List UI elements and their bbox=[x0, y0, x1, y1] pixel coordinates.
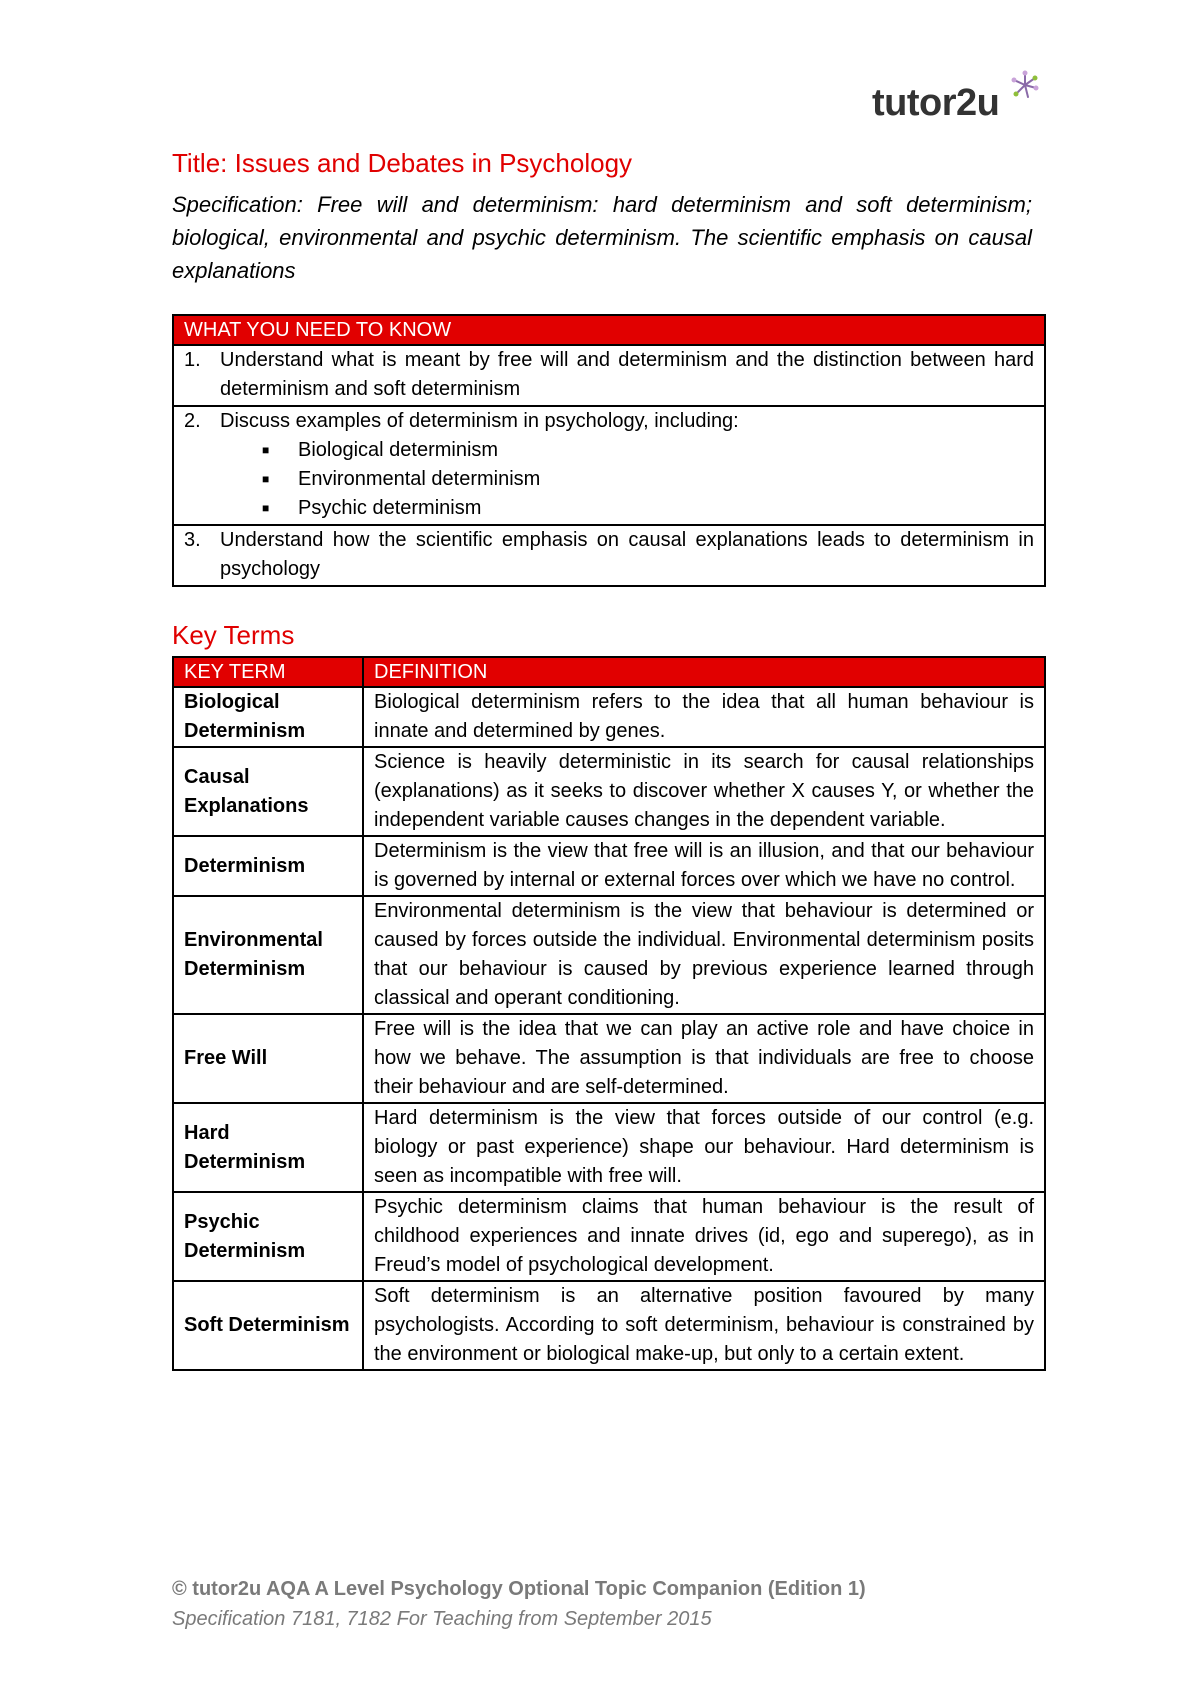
logo-burst-icon bbox=[1010, 70, 1040, 100]
item-text: Discuss examples of determinism in psychology, including: bbox=[220, 410, 739, 432]
bullet-text: Psychic determinism bbox=[298, 497, 482, 519]
definition-cell: Biological determinism refers to the idea that all human behaviour is innate and determined by genes. bbox=[363, 687, 1045, 747]
bullet-item bbox=[184, 436, 1034, 465]
key-terms-table bbox=[172, 656, 1046, 1371]
bullet-text: Biological determinism bbox=[298, 439, 499, 461]
table-row bbox=[173, 345, 1045, 406]
table-row bbox=[173, 406, 1045, 525]
term-cell: Determinism bbox=[173, 836, 363, 896]
definition-cell: Free will is the idea that we can play an active role and have choice in how we behave. The assumption is that individuals are free to choose their behaviour and are self-determined. bbox=[363, 1014, 1045, 1103]
table-row bbox=[173, 687, 1045, 747]
square-bullet-icon: ■ bbox=[262, 472, 270, 486]
term-cell: Biological Determinism bbox=[173, 687, 363, 747]
table-row bbox=[173, 1014, 1045, 1103]
term-cell: Soft Determinism bbox=[173, 1281, 363, 1370]
term-cell: Hard Determinism bbox=[173, 1103, 363, 1192]
key-terms-heading: Key Terms bbox=[172, 620, 295, 650]
definition-cell: Hard determinism is the view that forces outside of our control (e.g. biology or past experience) shape our behaviour. Hard determinism is seen as incompatible with free will. bbox=[363, 1103, 1045, 1192]
page-title: Title: Issues and Debates in Psychology bbox=[172, 148, 633, 178]
definition-cell: Science is heavily deterministic in its search for causal relationships (explanations) as it seeks to discover whether X causes Y, or whether the independent variable causes changes in the dependent variable. bbox=[363, 747, 1045, 836]
item-number: 3. bbox=[184, 529, 201, 551]
column-header-definition: DEFINITION bbox=[363, 657, 1045, 687]
table-row bbox=[173, 1103, 1045, 1192]
item-number: 1. bbox=[184, 349, 201, 371]
footer-specification: Specification 7181, 7182 For Teaching from September 2015 bbox=[172, 1608, 712, 1630]
logo-text: tutor2u bbox=[872, 82, 1000, 124]
definition-cell: Psychic determinism claims that human behaviour is the result of childhood experiences and innate drives (id, ego and superego), as in Freud’s model of psychological development. bbox=[363, 1192, 1045, 1281]
specification-text: Specification: Free will and determinism: hard determinism and soft determinism; biological, environmental and psychic determinism. The scientific emphasis on causal explanations bbox=[172, 192, 1032, 283]
item-number: 2. bbox=[184, 410, 201, 432]
bullet-item bbox=[184, 465, 1034, 494]
term-cell: Causal Explanations bbox=[173, 747, 363, 836]
table-row bbox=[173, 747, 1045, 836]
item-text: Understand what is meant by free will and determinism and the distinction between hard determinism and soft determinism bbox=[220, 349, 1034, 400]
definition-cell: Environmental determinism is the view that behaviour is determined or caused by forces outside the individual. Environmental determinism posits that our behaviour is caused by previous experience learned through classical and operant conditioning. bbox=[363, 896, 1045, 1014]
bullet-item bbox=[184, 494, 1034, 523]
table-row bbox=[173, 836, 1045, 896]
table-row bbox=[173, 525, 1045, 586]
footer-copyright: © tutor2u AQA A Level Psychology Optional Topic Companion (Edition 1) bbox=[172, 1578, 866, 1600]
definition-cell: Soft determinism is an alternative position favoured by many psychologists. According to soft determinism, behaviour is constrained by the environment or biological make-up, but only to a certain extent. bbox=[363, 1281, 1045, 1370]
square-bullet-icon: ■ bbox=[262, 501, 270, 515]
term-cell: Environmental Determinism bbox=[173, 896, 363, 1014]
definition-cell: Determinism is the view that free will is an illusion, and that our behaviour is governed by internal or external forces over which we have no control. bbox=[363, 836, 1045, 896]
need-to-know-header: WHAT YOU NEED TO KNOW bbox=[173, 315, 1045, 345]
table-row bbox=[173, 1192, 1045, 1281]
table-row bbox=[173, 896, 1045, 1014]
item-text: Understand how the scientific emphasis on causal explanations leads to determinism in psychology bbox=[220, 529, 1034, 580]
column-header-term: KEY TERM bbox=[173, 657, 363, 687]
term-cell: Psychic Determinism bbox=[173, 1192, 363, 1281]
square-bullet-icon: ■ bbox=[262, 443, 270, 457]
term-cell: Free Will bbox=[173, 1014, 363, 1103]
bullet-text: Environmental determinism bbox=[298, 468, 541, 490]
tutor2u-logo bbox=[872, 82, 1042, 132]
table-row bbox=[173, 1281, 1045, 1370]
need-to-know-table bbox=[172, 314, 1046, 587]
